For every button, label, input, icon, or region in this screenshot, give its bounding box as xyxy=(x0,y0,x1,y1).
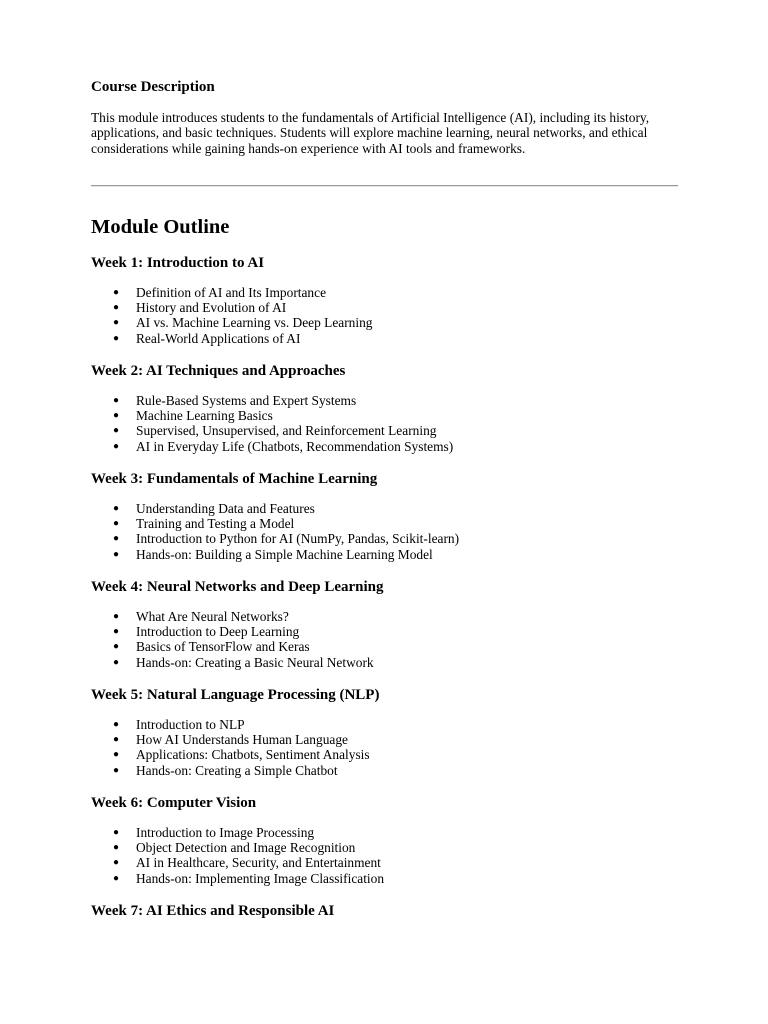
list-item xyxy=(91,871,384,886)
bullet-icon: ● xyxy=(113,626,120,638)
list-item xyxy=(91,531,459,546)
bullet-icon: ● xyxy=(113,332,120,344)
list-item-text: Applications: Chatbots, Sentiment Analysis xyxy=(136,747,370,763)
horizontal-divider xyxy=(91,185,678,187)
list-item xyxy=(91,315,373,330)
list-item-text: Rule-Based Systems and Expert Systems xyxy=(136,393,357,408)
list-item xyxy=(91,609,374,624)
list-item-text: Introduction to Deep Learning xyxy=(136,624,300,640)
list-item-text: AI vs. Machine Learning vs. Deep Learning xyxy=(136,315,373,331)
week-heading: Week 1: Introduction to AI xyxy=(91,255,265,271)
list-item xyxy=(91,763,370,778)
bullet-icon: ● xyxy=(113,764,120,776)
list-item xyxy=(91,840,384,855)
bullet-icon: ● xyxy=(113,656,120,668)
list-item-text: Hands-on: Creating a Simple Chatbot xyxy=(136,762,338,778)
list-item xyxy=(91,624,374,639)
list-item-text: AI in Healthcare, Security, and Entertainment xyxy=(136,855,381,871)
list-item-text: Definition of AI and Its Importance xyxy=(136,285,327,300)
week-heading: Week 3: Fundamentals of Machine Learning xyxy=(91,471,378,487)
week-7-section xyxy=(91,902,681,920)
week-5-section xyxy=(91,686,681,778)
week-heading: Week 6: Computer Vision xyxy=(91,795,257,811)
list-item-text: Real-World Applications of AI xyxy=(136,330,301,346)
list-item xyxy=(91,855,384,870)
list-item-text: Object Detection and Image Recognition xyxy=(136,840,356,856)
list-item-text: Introduction to NLP xyxy=(136,717,245,732)
module-outline-heading: Module Outline xyxy=(91,216,230,238)
bullet-icon: ● xyxy=(113,857,120,869)
list-item xyxy=(91,747,370,762)
bullet-icon: ● xyxy=(113,503,120,514)
course-description-heading: Course Description xyxy=(91,79,215,95)
bullet-icon: ● xyxy=(113,302,120,314)
bullet-icon: ● xyxy=(113,641,120,653)
list-item-text: Introduction to Python for AI (NumPy, Pandas, Scikit-learn) xyxy=(136,531,460,547)
topic-list xyxy=(91,501,459,562)
bullet-icon: ● xyxy=(113,395,120,406)
list-item xyxy=(91,825,384,840)
bullet-icon: ● xyxy=(113,425,120,437)
topic-list xyxy=(91,609,374,670)
bullet-icon: ● xyxy=(113,842,120,854)
list-item xyxy=(91,331,373,346)
list-item xyxy=(91,732,370,747)
list-item-text: Understanding Data and Features xyxy=(136,501,315,516)
list-item-text: Hands-on: Building a Simple Machine Learning Model xyxy=(136,546,433,562)
bullet-icon: ● xyxy=(113,518,120,530)
course-description-text: This module introduces students to the fundamentals of Artificial Intelligence (AI), including its history, applications, and basic techniques. Students will explore machine learning, neural networks, and ethical considerations while gaining hands-on experience with AI tools and frameworks. xyxy=(91,110,650,156)
list-item-text: AI in Everyday Life (Chatbots, Recommendation Systems) xyxy=(136,438,454,454)
week-heading: Week 5: Natural Language Processing (NLP) xyxy=(91,687,380,703)
list-item-text: Introduction to Image Processing xyxy=(136,825,315,840)
bullet-icon: ● xyxy=(113,410,120,422)
list-item-text: Training and Testing a Model xyxy=(136,516,295,532)
list-item xyxy=(91,393,453,408)
list-item-text: Hands-on: Implementing Image Classification xyxy=(136,870,385,886)
list-item-text: Machine Learning Basics xyxy=(136,408,273,424)
list-item xyxy=(91,516,459,531)
bullet-icon: ● xyxy=(113,827,120,838)
list-item xyxy=(91,501,459,516)
list-item xyxy=(91,439,453,454)
week-4-section xyxy=(91,578,681,670)
bullet-icon: ● xyxy=(113,533,120,545)
list-item xyxy=(91,655,374,670)
bullet-icon: ● xyxy=(113,287,120,298)
list-item xyxy=(91,408,453,423)
list-item-text: Basics of TensorFlow and Keras xyxy=(136,639,310,655)
week-2-section xyxy=(91,362,681,454)
list-item xyxy=(91,300,373,315)
week-1-section xyxy=(91,254,681,346)
bullet-icon: ● xyxy=(113,749,120,761)
bullet-icon: ● xyxy=(113,734,120,746)
week-heading: Week 2: AI Techniques and Approaches xyxy=(91,363,346,379)
week-heading: Week 7: AI Ethics and Responsible AI xyxy=(91,903,335,919)
list-item xyxy=(91,547,459,562)
week-3-section xyxy=(91,470,681,562)
bullet-icon: ● xyxy=(113,719,120,730)
list-item-text: Hands-on: Creating a Basic Neural Network xyxy=(136,654,374,670)
list-item-text: How AI Understands Human Language xyxy=(136,732,348,748)
list-item xyxy=(91,285,373,300)
list-item-text: History and Evolution of AI xyxy=(136,300,287,316)
list-item xyxy=(91,639,374,654)
bullet-icon: ● xyxy=(113,548,120,560)
list-item xyxy=(91,717,370,732)
topic-list xyxy=(91,717,370,778)
week-6-section xyxy=(91,794,681,886)
list-item-text: Supervised, Unsupervised, and Reinforcement Learning xyxy=(136,423,437,439)
topic-list xyxy=(91,285,373,346)
week-heading: Week 4: Neural Networks and Deep Learning xyxy=(91,579,384,595)
topic-list xyxy=(91,393,453,454)
bullet-icon: ● xyxy=(113,317,120,329)
list-item xyxy=(91,423,453,438)
bullet-icon: ● xyxy=(113,872,120,884)
list-item-text: What Are Neural Networks? xyxy=(136,609,289,624)
topic-list xyxy=(91,825,384,886)
bullet-icon: ● xyxy=(113,611,120,622)
bullet-icon: ● xyxy=(113,440,120,452)
